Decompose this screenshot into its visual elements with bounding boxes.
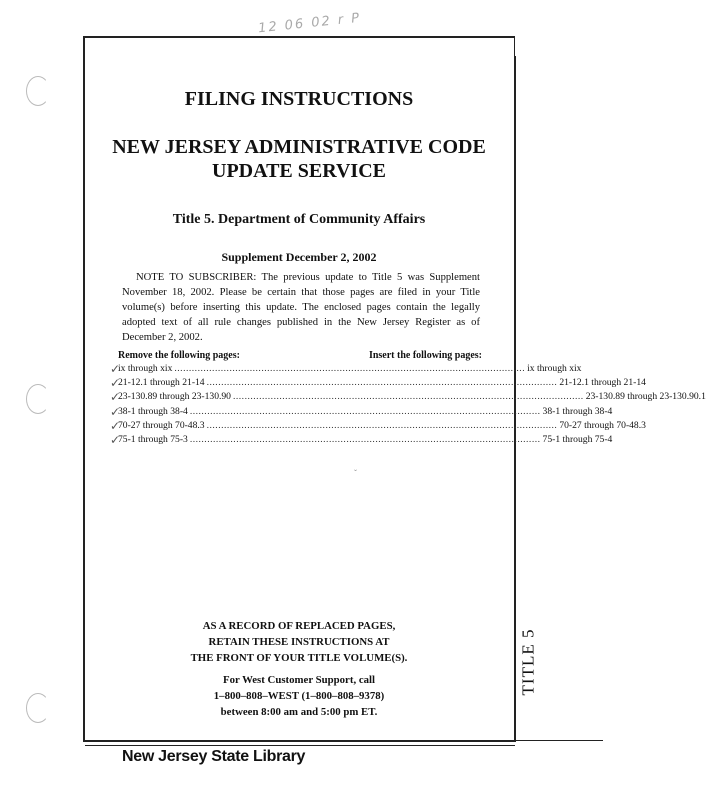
leader-dots: ......................................................................................................................... <box>189 405 541 417</box>
page-replacement-table <box>110 350 706 448</box>
record-line-1: AS A RECORD OF REPLACED PAGES, <box>202 620 396 632</box>
title-department: Title 5. Department of Community Affairs <box>172 212 426 227</box>
bottom-rule <box>83 740 603 741</box>
remove-pages: 70-27 through 70-48.3 <box>118 419 205 431</box>
insert-pages: ix through xix <box>527 363 582 374</box>
side-tab-text: TITLE 5 <box>518 628 538 696</box>
support-notice <box>83 672 515 720</box>
support-line-3: between 8:00 am and 5:00 pm ET. <box>220 706 378 718</box>
subscriber-note <box>122 270 480 345</box>
remove-pages: 38-1 through 38-4 <box>118 405 188 417</box>
subscriber-note-text: NOTE TO SUBSCRIBER: The previous update to Title 5 was Supplement November 18, 2002. Please be certain that those pages are filed in your Title volume(s) before inserting this update. The enclosed pages contain the legally adopted text of all rule changes published in the New Jersey Register as of December 2, 2002. <box>122 272 480 343</box>
table-row <box>110 404 613 420</box>
remove-pages: 75-1 through 75-3 <box>118 433 188 445</box>
table-row <box>110 376 646 391</box>
library-stamp: New Jersey State Library <box>122 748 306 765</box>
leader-dots: ......................................................................................................................... <box>206 419 558 431</box>
leader-dots: ......................................................................................................................... <box>232 391 584 403</box>
insert-pages: 23-130.89 through 23-130.90.1 <box>585 391 706 403</box>
remove-pages: 23-130.89 through 23-130.90 <box>118 391 231 403</box>
stray-mark: ˇ <box>354 468 357 478</box>
record-line-3: THE FRONT OF YOUR TITLE VOLUME(S). <box>190 652 408 664</box>
supplement-date: Supplement December 2, 2002 <box>221 250 377 264</box>
support-line-2: 1–800–808–WEST (1–800–808–9378) <box>213 690 385 702</box>
check-mark-icon: ✓ <box>110 362 121 376</box>
leader-dots: ......................................................................................................................... <box>189 433 541 445</box>
code-title-line2: UPDATE SERVICE <box>212 160 386 182</box>
check-mark-icon: ✓ <box>110 418 121 433</box>
table-row <box>110 390 706 405</box>
table-row <box>110 362 582 377</box>
leader-dots: ......................................................................................................................... <box>174 363 526 374</box>
punch-hole-top <box>26 76 50 106</box>
check-mark-icon: ✓ <box>110 390 121 405</box>
check-mark-icon: ✓ <box>110 376 121 391</box>
insert-header: Insert the following pages: <box>368 350 482 361</box>
support-line-1: For West Customer Support, call <box>222 674 376 686</box>
table-row <box>110 432 613 448</box>
insert-pages: 70-27 through 70-48.3 <box>559 419 646 431</box>
record-line-2: RETAIN THESE INSTRUCTIONS AT <box>208 636 390 648</box>
table-row <box>110 418 646 434</box>
insert-pages: 21-12.1 through 21-14 <box>559 377 646 389</box>
punch-hole-bottom <box>26 693 50 723</box>
remove-pages: ix through xix <box>118 363 173 374</box>
page-title: FILING INSTRUCTIONS <box>184 88 414 110</box>
remove-pages: 21-12.1 through 21-14 <box>118 377 205 389</box>
punch-hole-middle <box>26 384 50 414</box>
check-mark-icon: ✓ <box>110 432 121 447</box>
leader-dots: ......................................................................................................................... <box>206 377 558 389</box>
handwritten-date-note: 12 06 02 r P <box>257 10 362 37</box>
insert-pages: 75-1 through 75-4 <box>542 433 613 445</box>
check-mark-icon: ✓ <box>110 404 121 419</box>
insert-pages: 38-1 through 38-4 <box>542 405 613 417</box>
remove-header: Remove the following pages: <box>118 350 240 361</box>
record-notice <box>83 618 515 666</box>
table-header <box>118 350 482 361</box>
code-title-line1: NEW JERSEY ADMINISTRATIVE CODE <box>112 136 486 158</box>
